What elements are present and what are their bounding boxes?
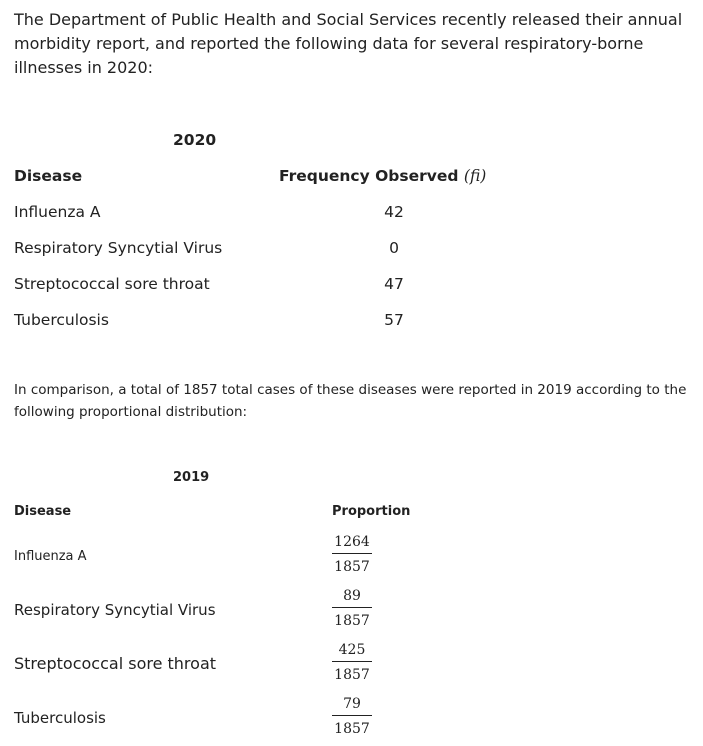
table-2019-header-proportion: Proportion <box>332 504 411 519</box>
table-2019-row-disease: Tuberculosis <box>14 709 106 727</box>
table-2020-row-frequency: 57 <box>384 311 404 329</box>
table-2020-row-disease: Tuberculosis <box>14 311 109 329</box>
table-2019-year: 2019 <box>173 470 210 485</box>
table-2020-row-disease: Influenza A <box>14 203 101 221</box>
fraction-bar <box>332 661 372 662</box>
table-2020-row-frequency: 0 <box>389 239 399 257</box>
table-2020-row-disease: Respiratory Syncytial Virus <box>14 239 223 257</box>
table-2020-row-disease: Streptococcal sore throat <box>14 275 210 293</box>
table-2019-row-disease: Influenza A <box>14 549 87 564</box>
proportion-fraction <box>332 585 372 632</box>
proportion-fraction <box>332 531 372 578</box>
fraction-numerator: 89 <box>343 588 361 604</box>
frequency-symbol: (fi) <box>463 167 487 185</box>
fraction-denominator: 1857 <box>334 613 370 629</box>
proportion-fraction <box>332 639 372 686</box>
intro-paragraph: The Department of Public Health and Social Services recently released their annual morbidity report, and reported the following data for several respiratory-borne illnesses in 2020: <box>14 10 683 77</box>
table-2020-header-frequency <box>279 167 486 185</box>
table-2020-year: 2020 <box>173 131 217 149</box>
table-2019-header-disease: Disease <box>14 504 72 519</box>
fraction-bar <box>332 715 372 716</box>
table-2019-row-disease: Streptococcal sore throat <box>14 654 217 673</box>
fraction-denominator: 1857 <box>334 721 370 737</box>
fraction-denominator: 1857 <box>334 667 370 683</box>
table-2020-row-frequency: 47 <box>384 275 404 293</box>
comparison-paragraph: In comparison, a total of 1857 total cases of these diseases were reported in 2019 according to the following proportional distribution: <box>14 382 687 420</box>
proportion-fraction <box>332 693 372 740</box>
fraction-bar <box>332 553 372 554</box>
frequency-label: Frequency Observed <box>279 167 459 185</box>
fraction-denominator: 1857 <box>334 559 370 575</box>
fraction-numerator: 425 <box>338 642 366 658</box>
fraction-numerator: 1264 <box>334 534 370 550</box>
table-2020-row-frequency: 42 <box>384 203 404 221</box>
table-2020-header-disease: Disease <box>14 167 83 185</box>
fraction-numerator: 79 <box>343 696 361 712</box>
table-2019-row-disease: Respiratory Syncytial Virus <box>14 601 216 619</box>
fraction-bar <box>332 607 372 608</box>
